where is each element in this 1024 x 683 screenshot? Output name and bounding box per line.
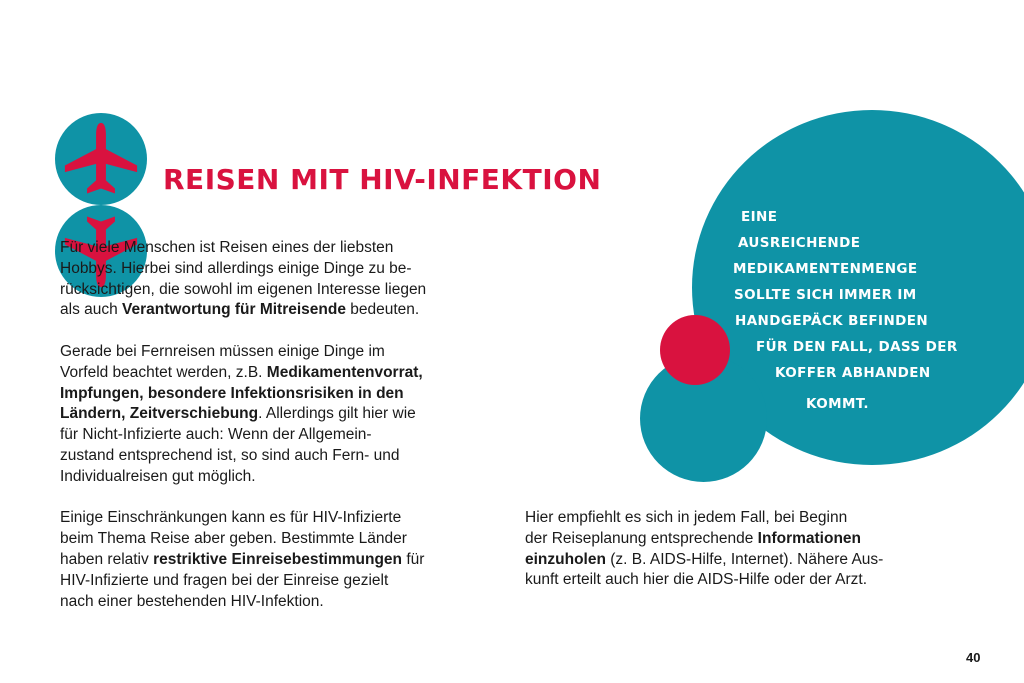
page-title: REISEN MIT HIV-INFEKTION (163, 162, 602, 196)
emphasis: Medikamentenvorrat, (266, 363, 423, 381)
paragraph-intro (60, 238, 426, 321)
text-line: Hier empfiehlt es sich in jedem Fall, bei Beginn (525, 509, 848, 526)
text-fragment: für (402, 550, 425, 568)
quote-line: MEDIKAMENTENMENGE (733, 261, 918, 277)
quote-line: KOMMT. (806, 396, 869, 412)
accent-circle (660, 315, 730, 385)
emphasis: Ländern, Zeitverschiebung (60, 405, 259, 423)
airplane-icon-badge (55, 113, 147, 205)
text-fragment: als auch (60, 301, 123, 319)
paragraph-fernreisen (60, 342, 426, 488)
text-fragment: (z. B. AIDS-Hilfe, Internet). Nähere Aus- (605, 550, 884, 568)
text-fragment: bedeuten. (345, 301, 420, 319)
emphasis: restriktive Einreisebestimmungen (153, 550, 403, 568)
text-fragment: der Reiseplanung entsprechende (525, 529, 758, 547)
text-line: HIV-Infizierte und fragen bei der Einreise gezielt (60, 571, 389, 589)
text-line: für Nicht-Infizierte auch: Wenn der Allgemein- (60, 426, 372, 444)
emphasis: Informationen (757, 529, 862, 547)
airplane-icon (60, 118, 142, 200)
quote-line: KOFFER ABHANDEN (775, 365, 931, 381)
text-fragment: haben relativ (60, 550, 154, 568)
text-line: Einige Einschränkungen kann es für HIV-Infizierte (60, 509, 402, 527)
text-fragment: Vorfeld beachtet werden, z.B. (60, 363, 267, 381)
text-line: Gerade bei Fernreisen müssen einige Dinge im (60, 342, 385, 360)
left-text-column (60, 238, 426, 633)
emphasis: Verantwortung für Mitreisende (122, 301, 346, 319)
quote-line: AUSREICHENDE (738, 235, 861, 251)
quote-line: FÜR DEN FALL, DASS DER (756, 339, 958, 355)
text-line: kunft erteilt auch hier die AIDS-Hilfe oder der Arzt. (525, 571, 868, 589)
text-line: beim Thema Reise aber geben. Bestimmte Länder (60, 530, 407, 548)
emphasis: einzuholen (525, 550, 606, 568)
text-line: Hobbys. Hierbei sind allerdings einige Dinge zu be- (60, 259, 412, 277)
quote-line: SOLLTE SICH IMMER IM (734, 287, 917, 303)
text-fragment: . Allerdings gilt hier wie (258, 405, 416, 423)
quote-line: EINE (741, 209, 778, 225)
page-number: 40 (966, 650, 981, 665)
text-line: zustand entsprechend ist, so sind auch Fern- und (60, 446, 400, 464)
quote-line: HANDGEPÄCK BEFINDEN (735, 313, 929, 329)
text-line: rücksichtigen, die sowohl im eigenen Interesse liegen (60, 280, 427, 298)
right-text-column (525, 508, 883, 591)
text-line: nach einer bestehenden HIV-Infektion. (60, 592, 324, 610)
text-line: Für viele Menschen ist Reisen eines der liebsten (60, 239, 394, 256)
emphasis: Impfungen, besondere Infektionsrisiken in den (60, 384, 404, 402)
paragraph-einschraenkungen (60, 508, 426, 612)
text-line: Individualreisen gut möglich. (60, 467, 256, 485)
